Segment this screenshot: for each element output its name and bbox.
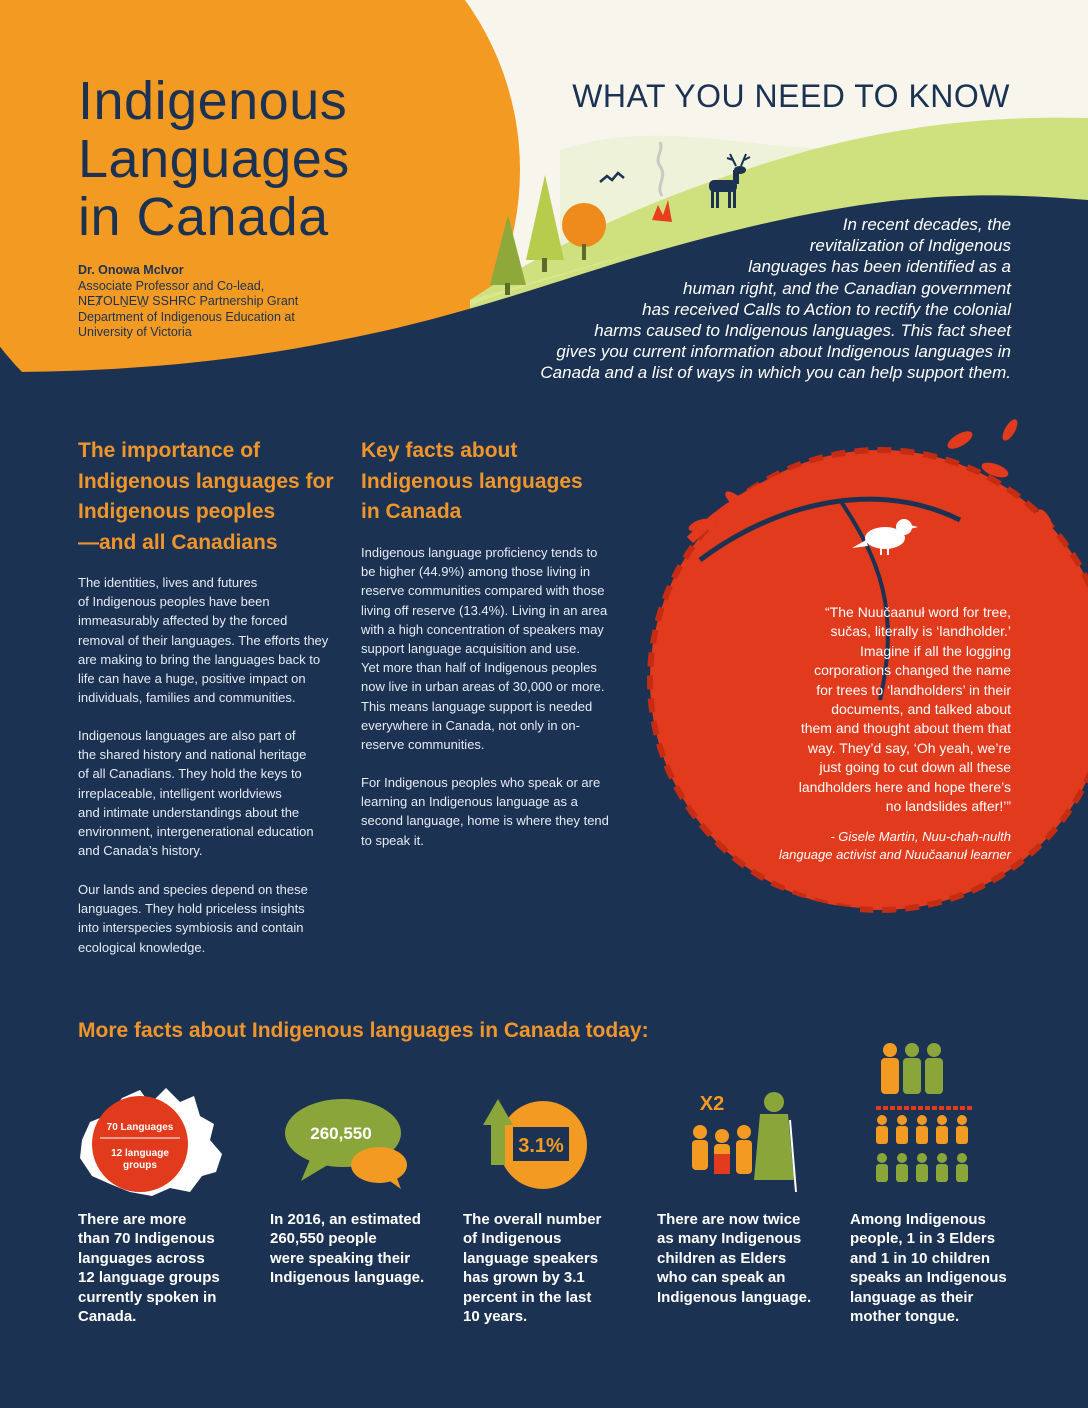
fact-line: as many Indigenous (657, 1230, 802, 1248)
intro-line: In recent decades, the (842, 215, 1011, 234)
fact-line: 260,550 people (270, 1230, 377, 1248)
fact-line: were speaking their (270, 1249, 411, 1267)
fact-line: There are more (78, 1211, 187, 1228)
fact-line: and 1 in 10 children (850, 1249, 991, 1267)
map-label-languages: 70 Languages (106, 1122, 174, 1133)
fact-item-1 (78, 1210, 253, 1326)
heading-line: in Canada (361, 500, 462, 523)
quote-line: landholders here and hope there’s (798, 778, 1011, 795)
fact-line: languages across (78, 1249, 205, 1267)
fact-line: Canada. (78, 1308, 137, 1326)
author-block (78, 263, 298, 341)
quote-attribution (711, 828, 1011, 863)
fact-line: who can speak an (657, 1269, 786, 1287)
fact-line: The overall number (463, 1211, 602, 1228)
quote-line: way. They’d say, ‘Oh yeah, we’re (807, 739, 1011, 756)
attribution-line: - Gisele Martin, Nuu-chah-nulth (830, 829, 1011, 844)
growth-arrow-icon (483, 1093, 593, 1193)
fact-line: 12 language groups (78, 1269, 220, 1287)
fact-line: than 70 Indigenous (78, 1230, 215, 1248)
intro-line: harms caused to Indigenous languages. This fact sheet (594, 321, 1011, 341)
quote-line: just going to cut down all these (819, 759, 1011, 776)
fact-line: Indigenous language. (270, 1269, 425, 1287)
map-label-groups-2: groups (123, 1160, 157, 1171)
author-grant: NEȾOLṈEW̱ SSHRC Partnership Grant (78, 294, 299, 308)
fact-item-5 (850, 1210, 1030, 1326)
fact-line: of Indigenous (463, 1230, 562, 1248)
fact-line: children as Elders (657, 1249, 787, 1267)
fact-line: There are now twice (657, 1211, 801, 1228)
key-facts-paragraph-2: For Indigenous peoples who speak or are learning an Indigenous language as a second language, home is where they tend to speak it. (361, 775, 609, 848)
importance-paragraph-3: Our lands and species depend on these languages. They hold priceless insights into interspecies symbiosis and contain ecological knowledge. (78, 882, 308, 955)
fact-line: language speakers (463, 1249, 599, 1267)
key-facts-heading (361, 436, 583, 528)
importance-paragraph-2: Indigenous languages are also part of the shared history and national heritage of all Canadians. They hold the keys to irreplaceable, intelligent worldviews and intimate understandings about the environment, intergenerational education and Canada’s history. (78, 728, 314, 859)
quote-line: for trees to ‘landholders’ in their (816, 681, 1011, 698)
fact-item-3 (463, 1210, 638, 1326)
heading-line: —and all Canadians (78, 530, 278, 554)
quote-line: corporations changed the name (814, 662, 1011, 679)
heading-line: Indigenous peoples (78, 500, 276, 523)
key-facts-paragraph-1: Indigenous language proficiency tends to be higher (44.9%) among those living in reserve communities compared with those living off reserve (13.4%). Living in an area with a high concentration of speakers may support language acquisition and use. Yet more than half of Indigenous peoples now live in urban areas of 30,000 or more. This means language support is needed everywhere in Canada, not only in on- reserve communities. (361, 545, 608, 753)
fact-line: percent in the last (463, 1288, 592, 1306)
people-figures-icon (870, 1040, 985, 1195)
title-line-2: Languages (78, 129, 350, 189)
intro-line: languages has been identified as a (748, 257, 1011, 277)
fact-line: mother tongue. (850, 1308, 960, 1326)
quote-line: sučas, literally is ‘landholder.’ (830, 623, 1011, 640)
author-name: Dr. Onowa McIvor (78, 263, 184, 277)
quote-line: Imagine if all the logging (860, 642, 1011, 659)
quote-line: documents, and talked about (831, 701, 1011, 718)
fact-line: speaks an Indigenous (850, 1269, 1007, 1287)
attribution-line: language activist and Nuučaanuł learner (779, 846, 1011, 862)
growth-percent-label: 3.1% (518, 1135, 564, 1157)
heading-line: The importance of (78, 439, 261, 462)
author-department: Department of Indigenous Education at (78, 309, 295, 324)
map-label-groups-1: 12 language (111, 1148, 169, 1159)
title-line-3: in Canada (78, 187, 329, 247)
subtitle: WHAT YOU NEED TO KNOW (572, 78, 1010, 114)
fact-line: 10 years. (463, 1308, 528, 1326)
author-university: University of Victoria (78, 325, 192, 339)
author-role: Associate Professor and Co-lead, (78, 278, 265, 293)
title-line-1: Indigenous (78, 71, 348, 131)
speech-bubbles-icon (283, 1095, 408, 1190)
fact-line: In 2016, an estimated (270, 1211, 421, 1228)
fact-item-4 (657, 1210, 837, 1307)
twice-label: X2 (699, 1093, 725, 1115)
fact-line: people, 1 in 3 Elders (850, 1230, 996, 1248)
importance-paragraph-1: The identities, lives and futures of Indigenous peoples have been immeasurably affected by the forced removal of their languages. The efforts they are making to bring the languages back to life can have a huge, positive impact on individuals, families and communities. (78, 575, 329, 706)
fact-line: currently spoken in (78, 1288, 217, 1306)
children-and-elder-icon (682, 1080, 802, 1195)
canada-map-icon (70, 1080, 230, 1205)
heading-line: Indigenous languages (361, 469, 583, 493)
speakers-count-label: 260,550 (310, 1124, 372, 1143)
more-facts-heading: More facts about Indigenous languages in Canada today: (78, 1019, 649, 1042)
intro-line: Canada and a list of ways in which you can help support them. (540, 363, 1011, 383)
quote-line: no landslides after!’” (885, 798, 1011, 815)
intro-line: human right, and the Canadian government (683, 278, 1011, 298)
intro-line: gives you current information about Indigenous languages in (556, 342, 1011, 362)
fact-line: has grown by 3.1 (463, 1269, 585, 1287)
fact-line: language as their (850, 1288, 974, 1306)
intro-line: revitalization of Indigenous (809, 236, 1011, 256)
quote-block (721, 603, 1011, 816)
fact-line: Among Indigenous (850, 1211, 986, 1228)
heading-line: Indigenous languages for (78, 469, 334, 493)
fact-line: Indigenous language. (657, 1288, 812, 1306)
fact-item-2 (270, 1210, 450, 1288)
quote-line: them and thought about them that (800, 720, 1011, 737)
heading-line: Key facts about (361, 439, 518, 462)
quote-line: “The Nuučaanuł word for tree, (825, 604, 1011, 620)
intro-line: has received Calls to Action to rectify the colonial (642, 299, 1011, 319)
importance-heading (78, 436, 334, 558)
intro-paragraph (451, 214, 1011, 384)
